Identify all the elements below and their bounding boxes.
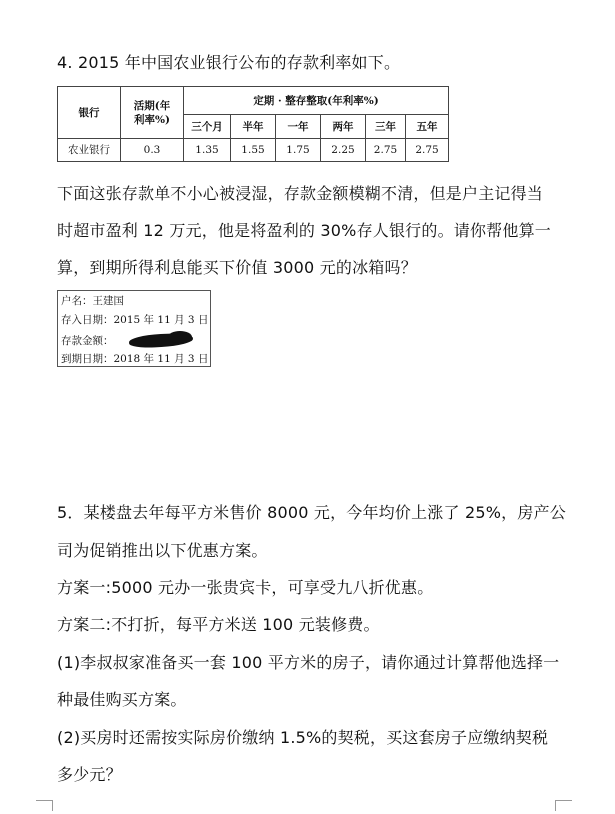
slip-due-date: 到期日期：2018 年 11 月 3 日 — [61, 353, 209, 365]
question-5-line: 方案一:5000 元办一张贵宾卡，可享受九八折优惠。 — [57, 578, 434, 597]
header-current-rate — [121, 87, 184, 139]
cell-rate: 1.75 — [276, 139, 321, 162]
slip-amount-label: 存款金额： — [61, 335, 114, 347]
cell-bank-name: 农业银行 — [58, 139, 121, 162]
page-corner-mark — [36, 800, 53, 811]
question-5-line: 多少元？ — [57, 765, 122, 784]
question-5-line: (1)李叔叔家准备买一套 100 平方米的房子，请你通过计算帮他选择一 — [57, 653, 560, 672]
ink-blot — [168, 331, 192, 343]
question-5-line: (2)买房时还需按实际房价缴纳 1.5%的契税，买这套房子应缴纳契税 — [57, 728, 549, 747]
header-term: 三个月 — [184, 115, 231, 139]
question-4-title: 4. 2015 年中国农业银行公布的存款利率如下。 — [57, 53, 401, 72]
question-5-line: 种最佳购买方案。 — [57, 690, 187, 709]
cell-rate: 2.25 — [321, 139, 366, 162]
header-bank: 银行 — [58, 87, 121, 139]
header-current-line-2: 利率%) — [134, 113, 170, 126]
cell-rate: 2.75 — [366, 139, 406, 162]
question-5-line: 5．某楼盘去年每平方米售价 8000 元，今年均价上涨了 25%，房产公 — [57, 503, 566, 522]
question-4-text-line: 时超市盈利 12 万元，他是将盈利的 30%存人银行的。请你帮他算一 — [57, 221, 551, 240]
question-5-line: 司为促销推出以下优惠方案。 — [57, 541, 268, 560]
question-4-text-line: 下面这张存款单不小心被浸湿，存款金额模糊不清，但是户主记得当 — [57, 184, 544, 203]
cell-current-rate: 0.3 — [121, 139, 184, 162]
question-5-line: 方案二:不打折，每平方米送 100 元装修费。 — [57, 615, 380, 634]
question-4-text-line: 算，到期所得利息能买下价值 3000 元的冰箱吗？ — [57, 258, 417, 277]
header-term: 两年 — [321, 115, 366, 139]
header-fixed-deposit: 定期 · 整存整取(年利率%) — [184, 87, 449, 115]
slip-deposit-date: 存入日期：2015 年 11 月 3 日 — [61, 314, 209, 326]
header-current-line-1: 活期(年 — [133, 99, 171, 112]
page-corner-mark — [555, 800, 572, 811]
header-term: 一年 — [276, 115, 321, 139]
header-term: 三年 — [366, 115, 406, 139]
cell-rate: 1.55 — [231, 139, 276, 162]
header-term: 半年 — [231, 115, 276, 139]
slip-account-name: 户名：王建国 — [61, 295, 124, 307]
deposit-slip — [57, 290, 211, 367]
interest-rate-table — [57, 86, 449, 162]
cell-rate: 2.75 — [406, 139, 449, 162]
header-term: 五年 — [406, 115, 449, 139]
cell-rate: 1.35 — [184, 139, 231, 162]
